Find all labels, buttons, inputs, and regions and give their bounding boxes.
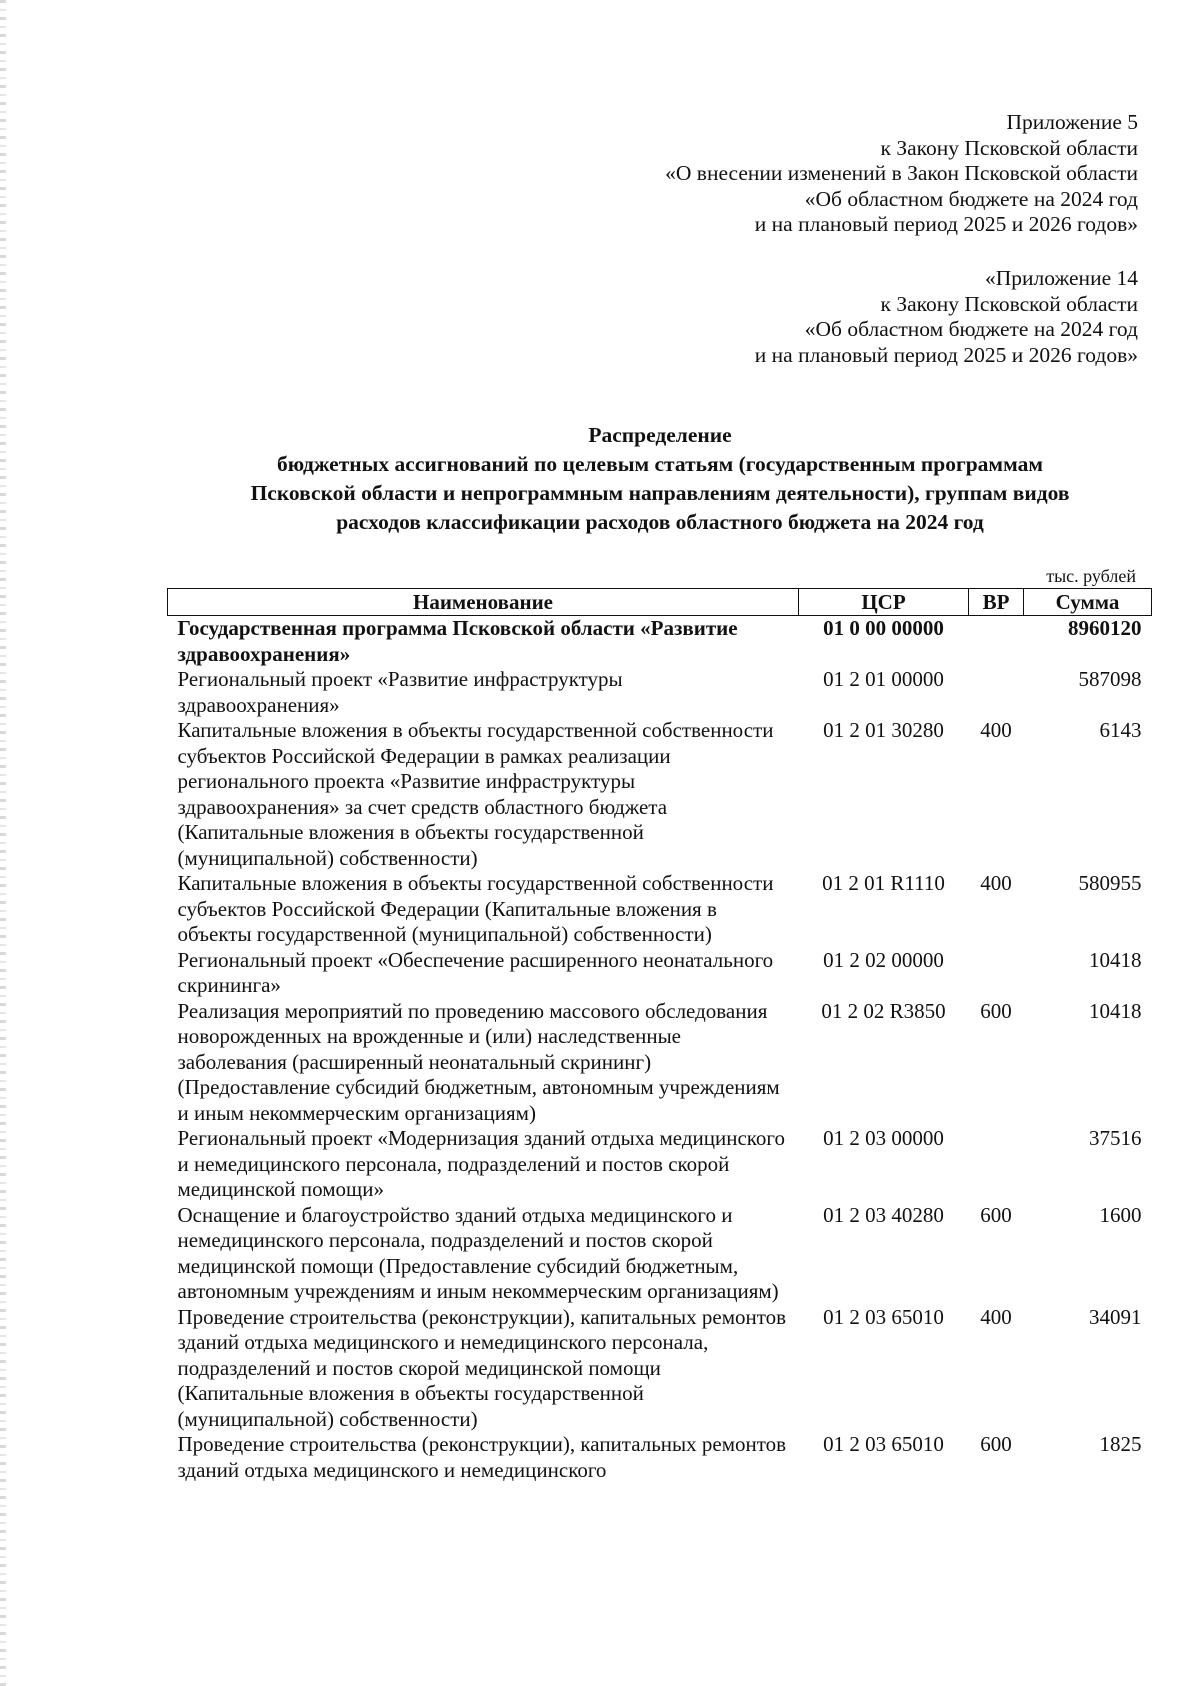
title-line: бюджетных ассигнований по целевым статьям (государственным программам <box>277 452 1043 476</box>
row-csr: 01 2 03 65010 <box>823 1304 944 1329</box>
table-row <box>168 999 1152 1127</box>
budget-table <box>167 588 1152 1483</box>
row-sum: 34091 <box>1089 1304 1142 1329</box>
table-row <box>168 948 1152 999</box>
appendix-line: «Об областном бюджете на 2024 год <box>804 186 1138 211</box>
row-vr <box>969 616 1024 668</box>
appendix-line: к Закону Псковской области <box>880 135 1138 160</box>
appendix-header <box>665 110 1138 238</box>
row-name: Региональный проект «Развитие инфраструктуры здравоохранения» <box>177 667 623 717</box>
appendix-line: Приложение 5 <box>1006 110 1138 134</box>
row-csr: 01 2 01 30280 <box>823 718 944 742</box>
quoted-appendix-line: к Закону Псковской области <box>880 291 1138 316</box>
row-name: Проведение строительства (реконструкции), капитальных ремонтов зданий отдыха медицинского и немедицинского <box>177 1432 787 1482</box>
row-vr <box>969 1126 1024 1203</box>
row-name: Оснащение и благоустройство зданий отдыха медицинского и немедицинского персонала, подразделений и постов скорой медицинской помощи (Предоставление субсидий бюджетным, автономным учреждениям и иным некоммерческим организациям) <box>177 1202 779 1303</box>
quoted-appendix-line: «Приложение 14 <box>984 266 1138 290</box>
row-vr <box>969 667 1024 718</box>
row-name: Капитальные вложения в объекты государственной собственности субъектов Российской Федерации в рамках реализации регионального проекта «Развитие инфраструктуры здравоохранения» за счет средств областного бюджета (Капитальные вложения в объекты государственной (муниципальной) собственности) <box>177 718 774 870</box>
row-csr: 01 2 03 00000 <box>823 1126 944 1150</box>
row-name: Капитальные вложения в объекты государственной собственности субъектов Российской Федерации (Капитальные вложения в объекты государственной (муниципальной) собственности) <box>177 871 774 946</box>
row-name: Региональный проект «Обеспечение расширенного неонатального скрининга» <box>177 947 774 997</box>
row-sum: 6143 <box>1099 718 1142 742</box>
table-row <box>168 1432 1152 1483</box>
row-name: Проведение строительства (реконструкции), капитальных ремонтов зданий отдыха медицинского и немедицинского персонала, подразделений и постов скорой медицинской помощи (Капитальные вложения в объекты государственной (муниципальной) собственности) <box>177 1304 787 1431</box>
row-sum: 10418 <box>1089 947 1142 972</box>
row-sum: 580955 <box>1078 871 1142 895</box>
row-sum: 8960120 <box>1068 616 1142 640</box>
row-vr: 600 <box>980 1202 1012 1227</box>
title-line: Псковской области и непрограммным направлениям деятельности), группам видов <box>250 481 1070 505</box>
table-row <box>168 1203 1152 1305</box>
column-header-sum: Сумма <box>1024 589 1152 616</box>
row-vr: 400 <box>980 1304 1012 1329</box>
row-vr: 400 <box>980 718 1012 742</box>
table-row <box>168 718 1152 871</box>
row-vr <box>969 948 1024 999</box>
column-header-csr: ЦСР <box>799 589 969 616</box>
document-title <box>160 421 1160 537</box>
row-name: Региональный проект «Модернизация зданий отдыха медицинского и немедицинского персонала, подразделений и постов скорой медицинской помощи» <box>177 1126 786 1201</box>
row-name: Реализация мероприятий по проведению массового обследования новорожденных на врожденные и (или) наследственные заболевания (расширенный неонатальный скрининг) (Предоставление субсидий бюджетным, автономным учреждениям и иным некоммерческим организациям) <box>177 998 780 1125</box>
row-name: Государственная программа Псковской области «Развитие здравоохранения» <box>177 616 738 666</box>
column-header-vr: ВР <box>969 589 1024 616</box>
row-csr: 01 2 03 65010 <box>823 1432 944 1456</box>
row-csr: 01 0 00 00000 <box>823 616 944 640</box>
units-label: тыс. рублей <box>1046 566 1136 586</box>
table-row <box>168 1305 1152 1433</box>
table-row <box>168 1126 1152 1203</box>
column-header-name: Наименование <box>168 589 799 616</box>
quoted-appendix-line: «Об областном бюджете на 2024 год <box>804 317 1138 341</box>
table-row <box>168 871 1152 948</box>
row-sum: 37516 <box>1089 1126 1142 1150</box>
row-csr: 01 2 02 00000 <box>823 947 944 972</box>
quoted-appendix-header <box>755 266 1138 368</box>
row-sum: 587098 <box>1078 667 1142 691</box>
row-vr: 600 <box>980 1432 1012 1456</box>
title-line: расходов классификации расходов областного бюджета на 2024 год <box>336 510 984 534</box>
row-csr: 01 2 03 40280 <box>823 1202 944 1227</box>
row-csr: 01 2 02 R3850 <box>821 998 946 1023</box>
row-sum: 1825 <box>1099 1432 1142 1456</box>
scan-edge-artifact <box>0 0 6 1686</box>
row-sum: 1600 <box>1099 1202 1142 1227</box>
table-row <box>168 667 1152 718</box>
appendix-line: «О внесении изменений в Закон Псковской области <box>665 161 1138 185</box>
title-line: Распределение <box>588 423 732 447</box>
row-csr: 01 2 01 00000 <box>823 667 944 691</box>
quoted-appendix-line: и на плановый период 2025 и 2026 годов» <box>754 342 1138 367</box>
table-row <box>168 616 1152 668</box>
row-vr: 400 <box>980 871 1012 895</box>
row-vr: 600 <box>980 998 1012 1023</box>
row-csr: 01 2 01 R1110 <box>822 871 945 895</box>
table-header-row <box>168 589 1152 616</box>
row-sum: 10418 <box>1089 998 1142 1023</box>
appendix-line: и на плановый период 2025 и 2026 годов» <box>754 212 1138 236</box>
